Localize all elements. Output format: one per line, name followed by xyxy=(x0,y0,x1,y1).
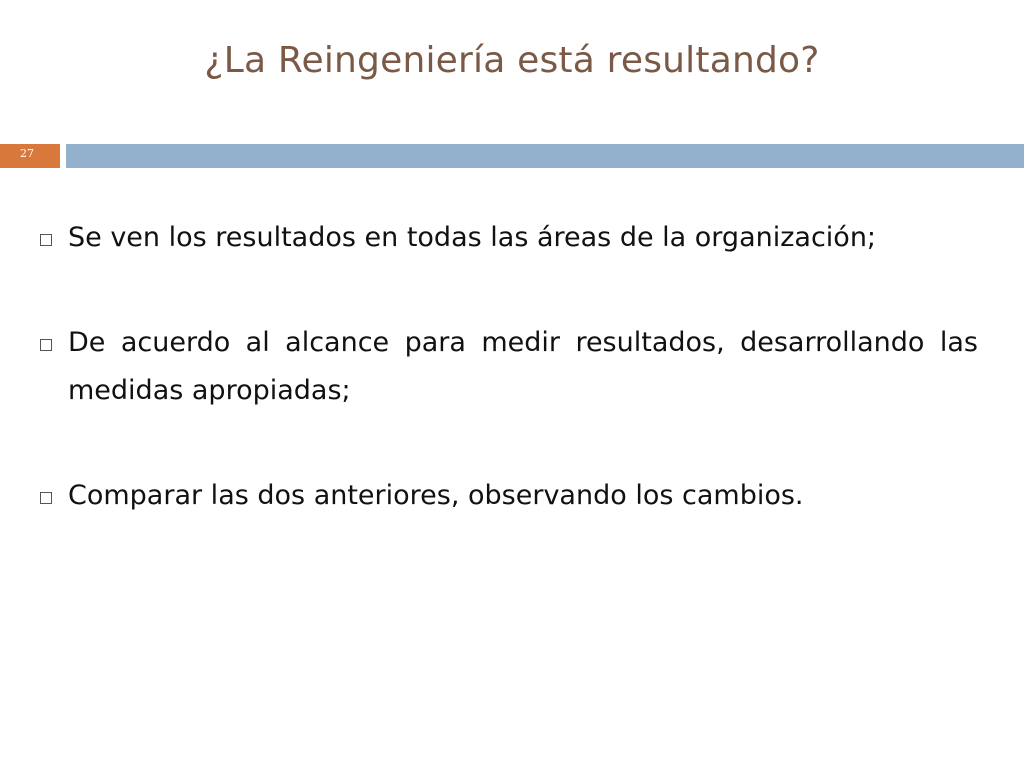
bullet-item xyxy=(40,319,978,415)
bullet-list xyxy=(40,214,978,577)
bullet-text: De acuerdo al alcance para medir resultados, desarrollando las medidas apropiadas; xyxy=(68,327,978,406)
bullet-text: Comparar las dos anteriores, observando los cambios. xyxy=(68,480,804,511)
hollow-square-bullet-icon xyxy=(40,234,52,246)
page-number: 27 xyxy=(20,147,34,160)
header-bar xyxy=(0,144,1024,168)
slide-title: ¿La Reingeniería está resultando? xyxy=(204,40,820,81)
hollow-square-bullet-icon xyxy=(40,339,52,351)
hollow-square-bullet-icon xyxy=(40,492,52,504)
page-number-badge xyxy=(0,144,60,168)
accent-bar xyxy=(66,144,1024,168)
bullet-item xyxy=(40,472,978,520)
bullet-item xyxy=(40,214,978,262)
bullet-text: Se ven los resultados en todas las áreas de la organización; xyxy=(68,222,877,253)
